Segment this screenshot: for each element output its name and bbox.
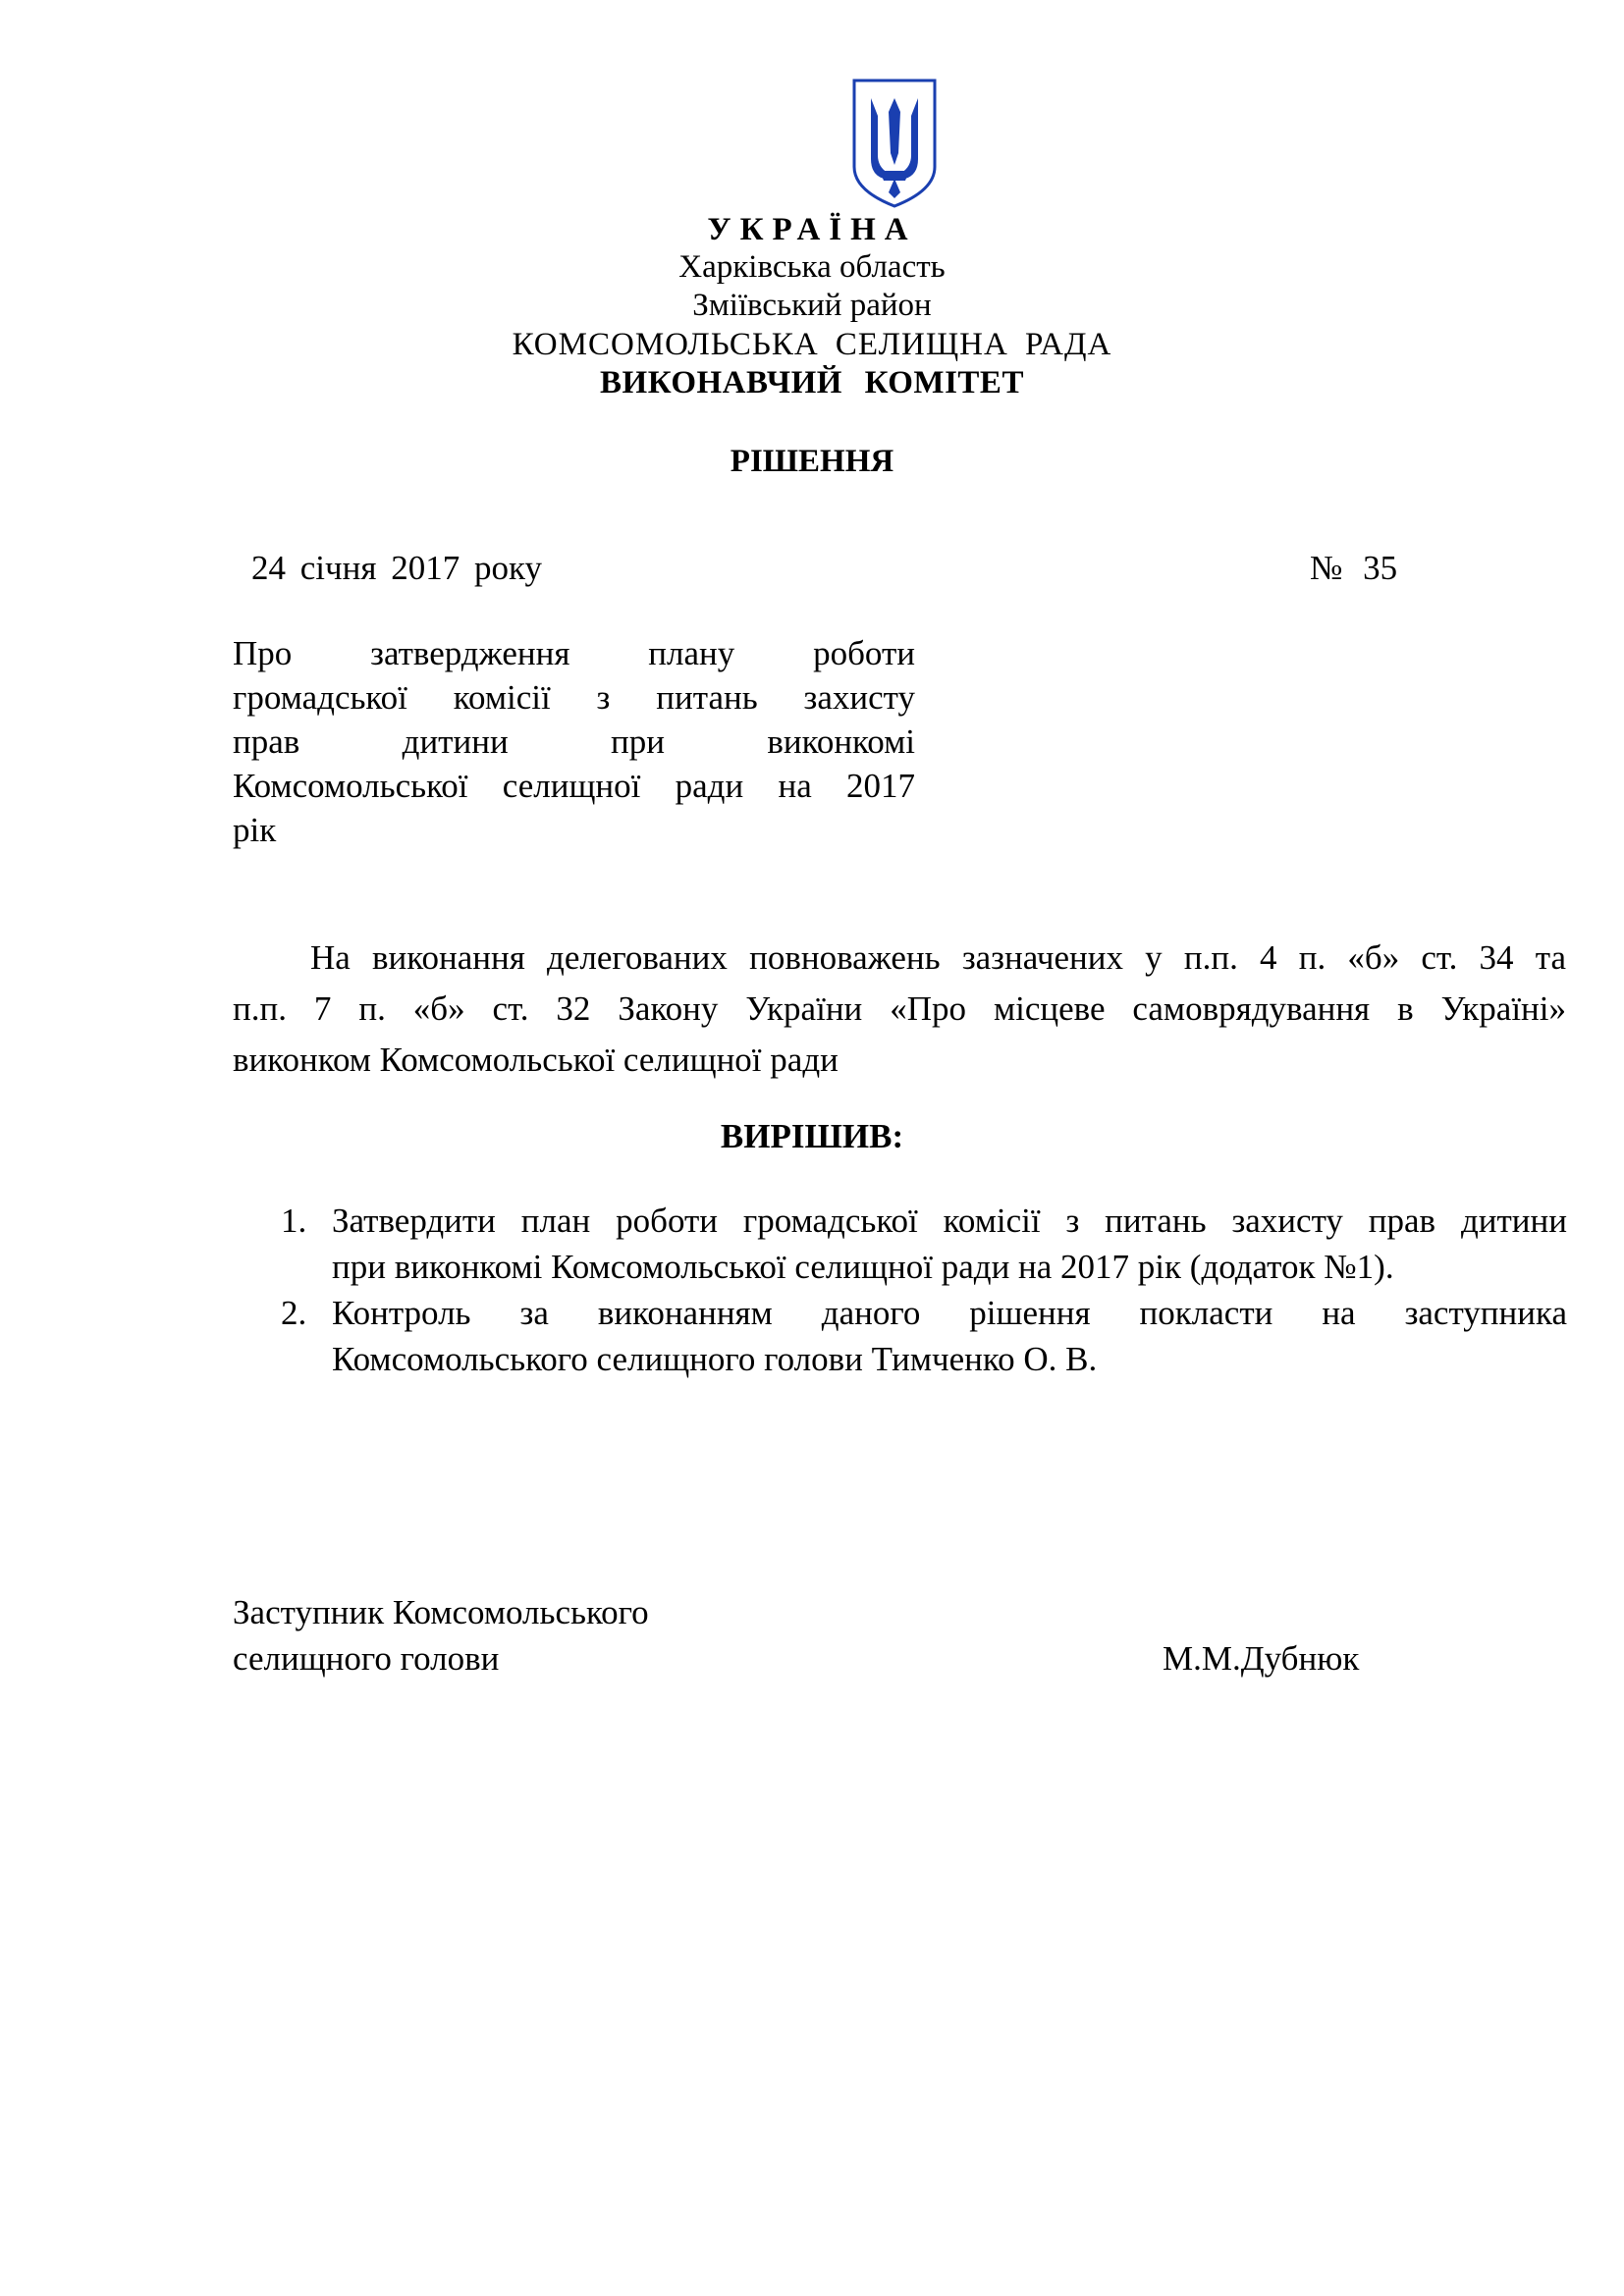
header-council: КОМСОМОЛЬСЬКА СЕЛИЩНА РАДА xyxy=(512,327,1112,362)
decision-heading: ВИРІШИВ: xyxy=(720,1117,904,1155)
item-line: при виконкомі Комсомольської селищної ради на 2017 рік (додаток №1). xyxy=(332,1248,1394,1286)
item-line: Затвердити план роботи громадської комісії з питань захисту прав дитини xyxy=(332,1201,1567,1240)
preamble-paragraph xyxy=(233,933,1566,1086)
subject-line: прав дитини при виконкомі xyxy=(233,722,915,761)
header-district: Зміївський район xyxy=(692,288,932,323)
signature-name: М.М.Дубнюк xyxy=(1163,1639,1360,1678)
signature-position-line1: Заступник Комсомольського xyxy=(233,1593,649,1631)
header-region: Харківська область xyxy=(678,249,946,285)
list-item xyxy=(281,1198,1567,1290)
subject-line: Комсомольської селищної ради на 2017 xyxy=(233,767,915,805)
decision-list xyxy=(281,1198,1567,1382)
doc-date: 24 січня 2017 року xyxy=(251,549,542,587)
subject-line: громадської комісії з питань захисту xyxy=(233,678,915,717)
subject-line: рік xyxy=(233,811,277,849)
item-number: 1. xyxy=(281,1201,307,1240)
doc-subject xyxy=(233,631,915,852)
preamble-line: виконком Комсомольської селищної ради xyxy=(233,1041,839,1079)
header-country: УКРАЇНА xyxy=(707,212,917,247)
doc-type: РІШЕННЯ xyxy=(730,444,894,479)
signature-position-line2: селищного голови xyxy=(233,1639,500,1678)
doc-number: № 35 xyxy=(1310,549,1398,587)
item-line: Комсомольського селищного голови Тимченко О. В. xyxy=(332,1340,1098,1378)
preamble-line: п.п. 7 п. «б» ст. 32 Закону України «Про місцеве самоврядування в Україні» xyxy=(233,989,1566,1028)
header-committee: ВИКОНАВЧИЙ КОМІТЕТ xyxy=(600,365,1024,400)
item-number: 2. xyxy=(281,1294,307,1332)
item-line: Контроль за виконанням даного рішення покласти на заступника xyxy=(332,1294,1567,1332)
subject-line: Про затвердження плану роботи xyxy=(233,634,915,672)
list-item xyxy=(281,1290,1567,1382)
preamble-line: На виконання делегованих повноважень зазначених у п.п. 4 п. «б» ст. 34 та xyxy=(310,938,1566,977)
coat-of-arms-icon xyxy=(850,77,939,210)
